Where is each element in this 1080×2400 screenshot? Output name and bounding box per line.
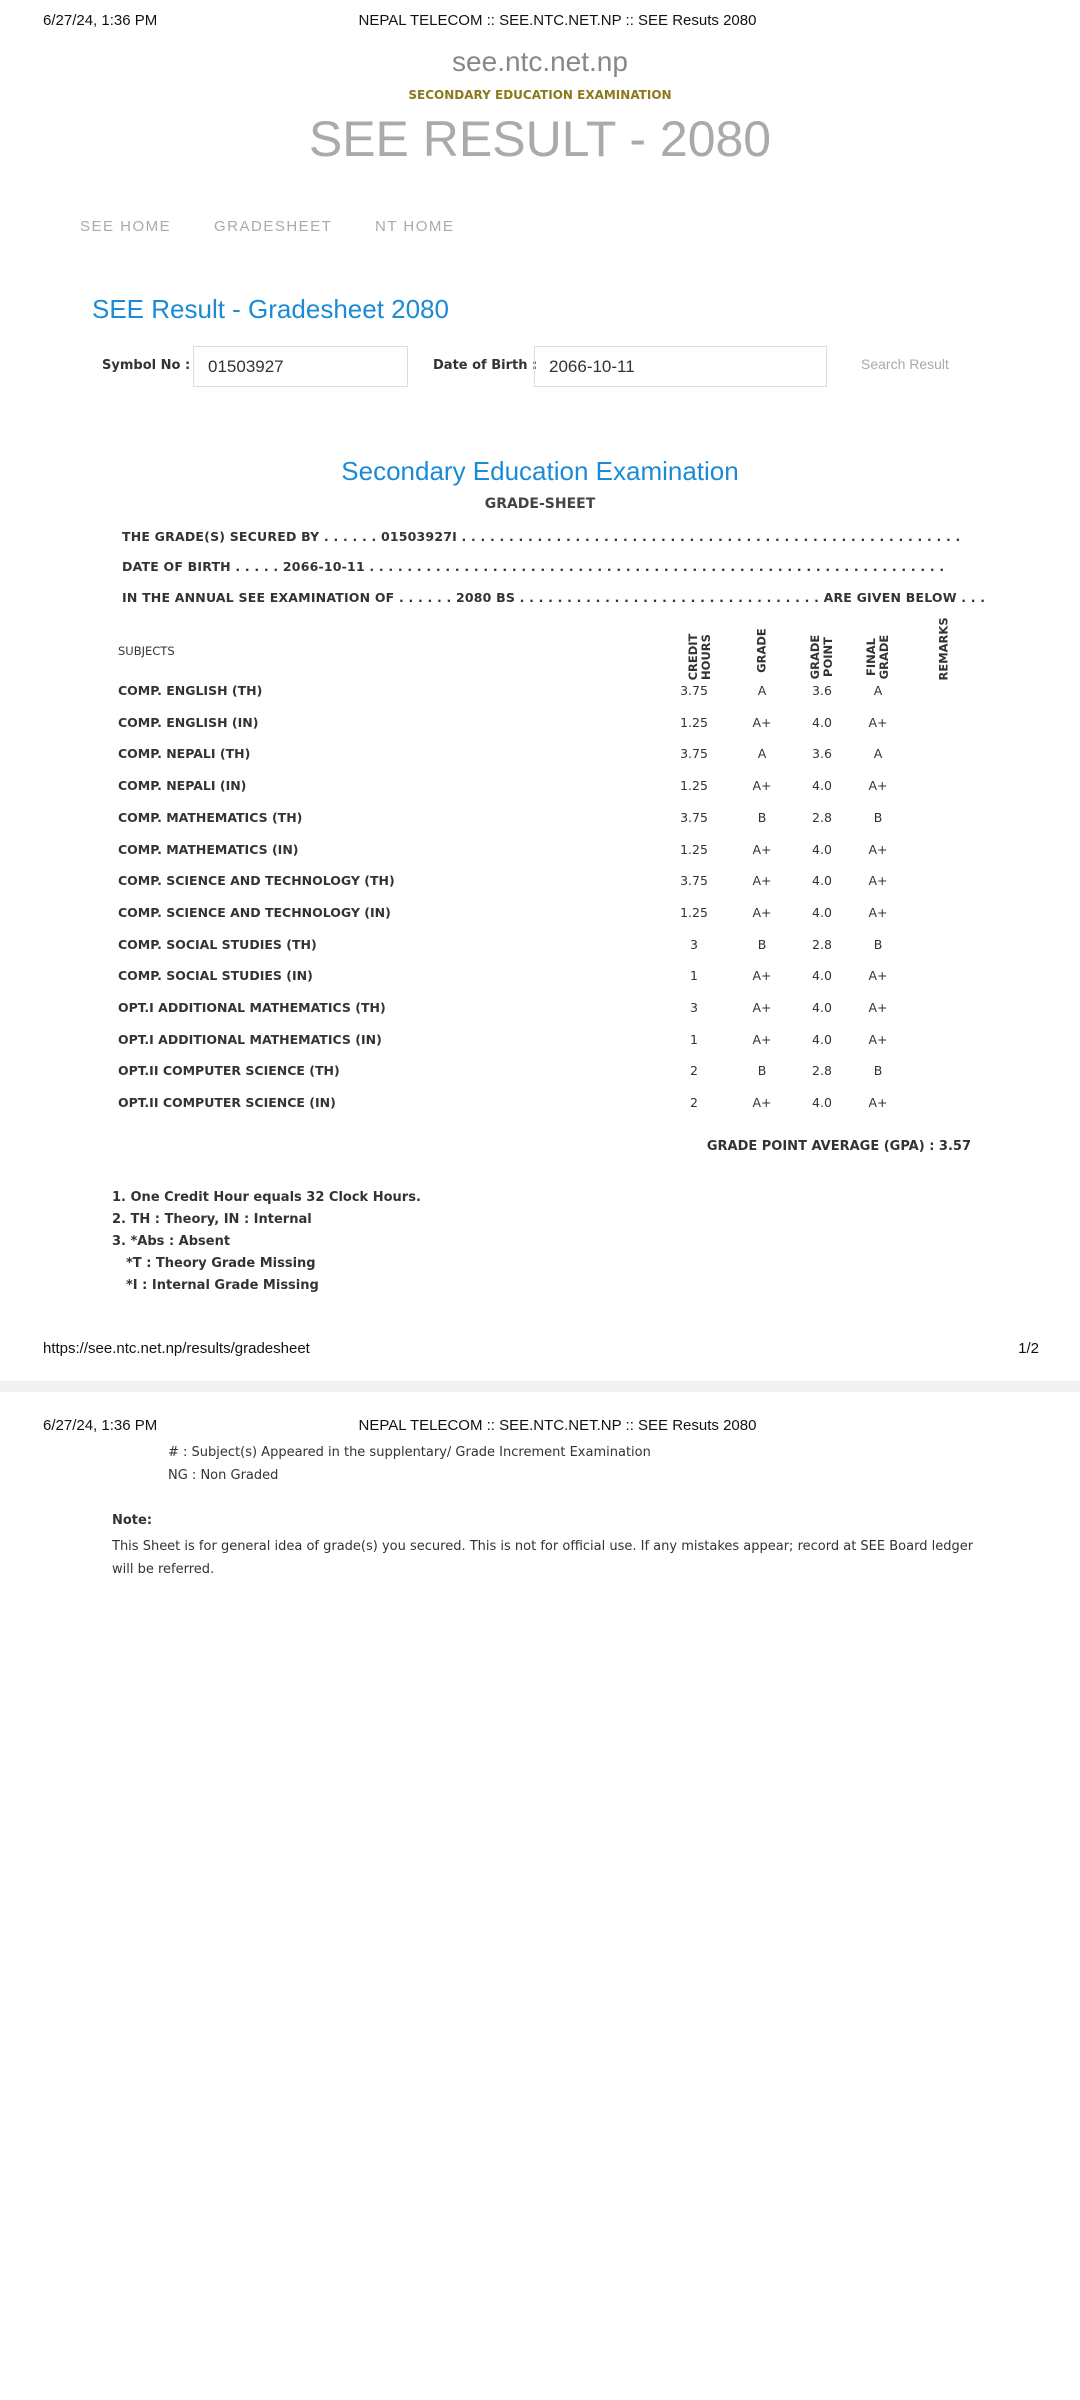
credit-cell: 1 [690, 1031, 698, 1047]
dob-input[interactable]: 2066-10-11 [534, 346, 827, 387]
col-grade-point: GRADE POINT [808, 634, 835, 680]
col-final-grade: FINAL GRADE [864, 634, 891, 680]
final-grade-cell: A+ [868, 841, 888, 857]
final-grade-cell: A+ [868, 873, 888, 889]
site-subtitle: SECONDARY EDUCATION EXAMINATION [408, 88, 672, 102]
note-ng: NG : Non Graded [168, 1468, 279, 1483]
final-grade-cell: B [873, 809, 883, 825]
final-grade-cell: A+ [868, 968, 888, 984]
subject-cell: COMP. SOCIAL STUDIES (TH) [118, 936, 317, 952]
grade-cell: B [757, 1063, 767, 1079]
grade-point-cell: 2.8 [812, 936, 832, 952]
exam-line: IN THE ANNUAL SEE EXAMINATION OF . . . . . . 2080 BS . . . . . . . . . . . . . . . . . . . . . . . . . . . . . . . . ARE GIVEN BELOW . . . [122, 590, 986, 605]
subject-cell: COMP. SOCIAL STUDIES (IN) [118, 968, 313, 984]
credit-cell: 1.25 [680, 778, 708, 794]
dob-line: DATE OF BIRTH . . . . . 2066-10-11 . . . . . . . . . . . . . . . . . . . . . . . . . . . . . . . . . . . . . . . . . . . . . . . . . . . . . . . . . . . . . [122, 559, 945, 574]
grade-cell: B [757, 809, 767, 825]
col-subjects: SUBJECTS [118, 644, 175, 658]
final-grade-cell: A+ [868, 778, 888, 794]
grade-cell: B [757, 936, 767, 952]
subject-cell: OPT.II COMPUTER SCIENCE (IN) [118, 1095, 336, 1111]
final-grade-cell: A+ [868, 1095, 888, 1111]
note-1: 1. One Credit Hour equals 32 Clock Hours. [112, 1190, 421, 1205]
site-domain: see.ntc.net.np [452, 46, 628, 77]
note-3-i: *I : Internal Grade Missing [126, 1278, 319, 1293]
grade-point-cell: 3.6 [812, 683, 832, 698]
grade-cell: A+ [752, 968, 772, 984]
subject-cell: COMP. MATHEMATICS (IN) [118, 841, 299, 857]
grade-cell: A [757, 746, 767, 762]
grade-cell: A+ [752, 1031, 772, 1047]
note-3: 3. *Abs : Absent [112, 1234, 231, 1249]
credit-cell: 3.75 [680, 746, 708, 762]
credit-cell: 3 [690, 1000, 698, 1015]
final-grade-cell: A+ [868, 1000, 888, 1015]
col-grade: GRADE [754, 628, 769, 673]
credit-cell: 1.25 [680, 841, 708, 857]
credit-cell: 2 [690, 1063, 698, 1079]
dob-label: Date of Birth : [433, 358, 538, 373]
grade-point-cell: 4.0 [812, 968, 832, 984]
credit-cell: 2 [690, 1095, 698, 1111]
final-grade-cell: A+ [868, 1031, 888, 1047]
subject-cell: COMP. SCIENCE AND TECHNOLOGY (TH) [118, 873, 395, 889]
subject-cell: COMP. NEPALI (IN) [118, 778, 247, 794]
final-grade-cell: A [873, 746, 883, 762]
credit-cell: 3.75 [680, 683, 708, 698]
credit-cell: 3.75 [680, 873, 708, 889]
col-credit-hours: CREDIT HOURS [686, 633, 713, 681]
nav-see-home[interactable]: SEE HOME [80, 218, 172, 235]
final-grade-cell: A+ [868, 714, 888, 730]
grade-point-cell: 3.6 [812, 746, 832, 762]
symbol-label: Symbol No : [102, 358, 191, 373]
print-page: 1/2 [1018, 1340, 1039, 1357]
credit-cell: 1 [690, 968, 698, 984]
grade-point-cell: 4.0 [812, 1031, 832, 1047]
credit-cell: 1.25 [680, 904, 708, 920]
final-grade-cell: A [873, 683, 883, 698]
grade-point-cell: 4.0 [812, 841, 832, 857]
note-3-t: *T : Theory Grade Missing [126, 1256, 316, 1271]
nav-nt-home[interactable]: NT HOME [375, 218, 455, 235]
secured-by-line: THE GRADE(S) SECURED BY . . . . . . 01503927I . . . . . . . . . . . . . . . . . . . . . . . . . . . . . . . . . . . . . . . . . . . . . . . . . . . . . [122, 529, 961, 544]
page-separator [0, 1381, 1080, 1392]
final-grade-cell: B [873, 936, 883, 952]
print-url: https://see.ntc.net.np/results/gradesheet [43, 1340, 310, 1357]
grade-point-cell: 4.0 [812, 1000, 832, 1015]
print-title-2: NEPAL TELECOM :: SEE.NTC.NET.NP :: SEE Resuts 2080 [358, 1417, 757, 1434]
grade-cell: A+ [752, 1095, 772, 1111]
note-hash: # : Subject(s) Appeared in the supplentary/ Grade Increment Examination [168, 1445, 651, 1460]
subject-cell: COMP. ENGLISH (IN) [118, 714, 259, 730]
sheet-subtitle: GRADE-SHEET [484, 496, 596, 512]
subject-cell: OPT.I ADDITIONAL MATHEMATICS (TH) [118, 1000, 386, 1015]
grade-cell: A [757, 683, 767, 698]
sheet-title: Secondary Education Examination [341, 456, 739, 486]
nav-gradesheet[interactable]: GRADESHEET [214, 218, 333, 235]
print-datetime: 6/27/24, 1:36 PM [43, 12, 158, 29]
grade-point-cell: 4.0 [812, 873, 832, 889]
grade-point-cell: 4.0 [812, 778, 832, 794]
disclaimer-text: This Sheet is for general idea of grade(s) you secured. This is not for official use. If any mistakes appear; record at SEE Board ledger will be referred. [112, 1539, 974, 1577]
grade-cell: A+ [752, 841, 772, 857]
grade-cell: A+ [752, 714, 772, 730]
subject-cell: OPT.II COMPUTER SCIENCE (TH) [118, 1063, 340, 1079]
grade-cell: A+ [752, 1000, 772, 1015]
grade-point-cell: 4.0 [812, 714, 832, 730]
grade-cell: A+ [752, 873, 772, 889]
credit-cell: 3.75 [680, 809, 708, 825]
search-result-button[interactable]: Search Result [861, 356, 949, 372]
final-grade-cell: B [873, 1063, 883, 1079]
final-grade-cell: A+ [868, 904, 888, 920]
grade-cell: A+ [752, 778, 772, 794]
credit-cell: 1.25 [680, 714, 708, 730]
grade-point-cell: 4.0 [812, 904, 832, 920]
subject-cell: COMP. NEPALI (TH) [118, 746, 251, 762]
form-heading: SEE Result - Gradesheet 2080 [92, 294, 449, 324]
disclaimer-label: Note: [112, 1513, 153, 1528]
grade-point-cell: 2.8 [812, 809, 832, 825]
gpa: GRADE POINT AVERAGE (GPA) : 3.57 [706, 1139, 971, 1154]
grade-cell: A+ [752, 904, 772, 920]
symbol-input[interactable]: 01503927 [193, 346, 408, 387]
subject-cell: COMP. SCIENCE AND TECHNOLOGY (IN) [118, 904, 391, 920]
subject-cell: COMP. MATHEMATICS (TH) [118, 809, 303, 825]
site-title: SEE RESULT - 2080 [308, 111, 772, 167]
subject-cell: COMP. ENGLISH (TH) [118, 683, 263, 698]
print-title: NEPAL TELECOM :: SEE.NTC.NET.NP :: SEE Resuts 2080 [358, 12, 757, 29]
grade-point-cell: 2.8 [812, 1063, 832, 1079]
grade-point-cell: 4.0 [812, 1095, 832, 1111]
credit-cell: 3 [690, 936, 698, 952]
note-2: 2. TH : Theory, IN : Internal [112, 1212, 312, 1227]
print-datetime-2: 6/27/24, 1:36 PM [43, 1417, 158, 1434]
col-remarks: REMARKS [936, 617, 951, 681]
subject-cell: OPT.I ADDITIONAL MATHEMATICS (IN) [118, 1031, 382, 1047]
